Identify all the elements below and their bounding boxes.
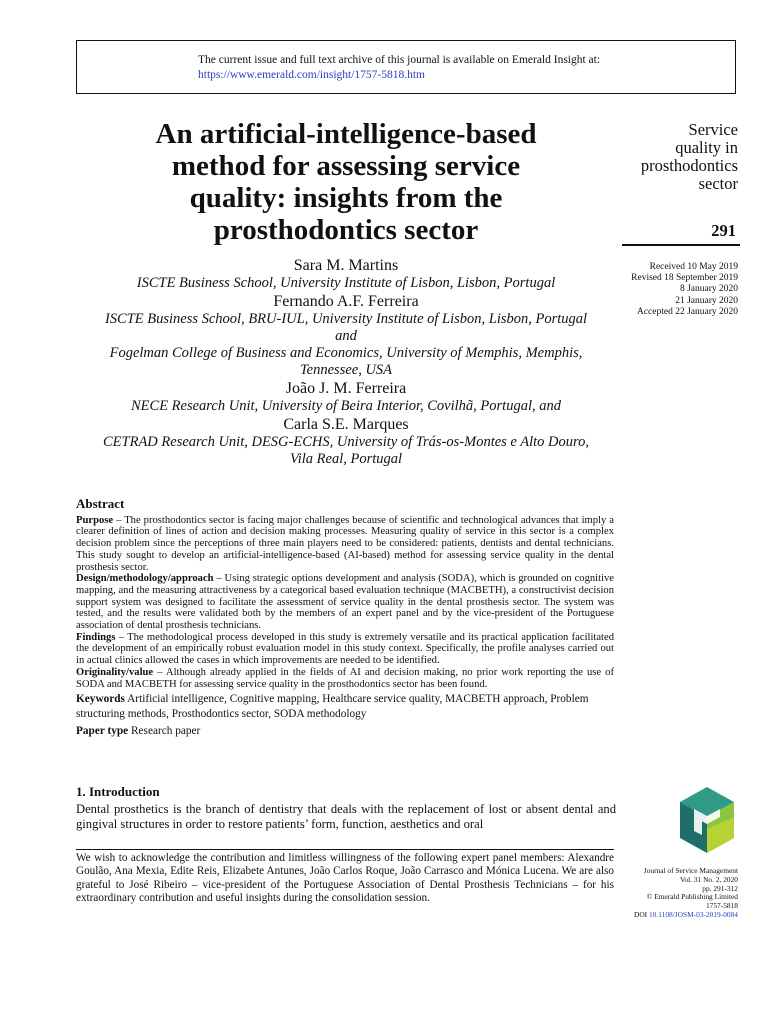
abstract-purpose: [76, 515, 614, 574]
running-title: [610, 121, 738, 193]
running-title-line: sector: [698, 174, 738, 193]
journal-url-link[interactable]: https://www.emerald.com/insight/1757-5818.htm: [198, 69, 425, 81]
abstract-text: – The methodological process developed in this study is extremely versatile and its practical application facilitated the development of an empirically robust evaluation model in this study context. Specifically, the profile analyses carried out in actual clinics allowed the cases in which improvements are needed to be identified.: [76, 631, 614, 667]
abstract-findings: [76, 632, 614, 667]
introduction-section: [76, 784, 616, 833]
author-name: Sara M. Martins: [293, 257, 399, 274]
archive-notice-text: The current issue and full text archive of this journal is available on Emerald Insight at:: [198, 54, 601, 66]
introduction-text: Dental prosthetics is the branch of dentistry that deals with the replacement of lost or absent dental and gingival structures in order to restore patients’ form, function, aesthetics and oral: [76, 802, 616, 832]
footnote-divider: [76, 849, 614, 850]
abstract-label: Findings: [76, 631, 116, 643]
journal-info-line: pp. 291-312: [702, 883, 738, 893]
abstract-heading: Abstract: [76, 496, 125, 511]
paper-type: [76, 724, 614, 739]
abstract: [76, 498, 614, 739]
doi-prefix: DOI: [633, 909, 649, 919]
keywords-text: Artificial intelligence, Cognitive mapping, Healthcare service quality, MACBETH approach, Problem structuring methods, Prosthodontics sector, SODA methodology: [76, 693, 589, 721]
acknowledgement-footnote: We wish to acknowledge the contribution and limitless willingness of the following expert panel members: Alexandre Goulão, Ana Mexia, Edite Reis, Elizabete Antunes, João Carlos Roque, João Carrasco and Mónica Lucena. We are also grateful to José Ribeiro – vice-president of the Portuguese Association of Dental Prosthesis Technicians – for his extraordinary contribution and useful insights during the consolidation session.: [76, 852, 614, 904]
date-line: Revised 18 September 2019: [631, 273, 738, 284]
running-title-line: Service: [688, 120, 738, 139]
author-affiliation: Vila Real, Portugal: [289, 451, 403, 467]
journal-info-line: Vol. 31 No. 2, 2020: [680, 874, 738, 884]
journal-info-line: © Emerald Publishing Limited: [646, 892, 738, 902]
author-affiliation: CETRAD Research Unit, DESG-ECHS, University of Trás-os-Montes e Alto Douro,: [103, 434, 589, 450]
date-line: Received 10 May 2019: [649, 262, 738, 272]
crossref-logo: [676, 785, 738, 855]
abstract-text: – Using strategic options development and analysis (SODA), which is grounded on cognitive mapping, and the measuring attractiveness by a categorical based evaluation technique (MACBETH), a constructivist decision support system was designed to facilitate the assessment of service quality in the dental prosthesis sector. The system was tested, and the results were validated both by the members of an expert panel and by the vice-president of the Portuguese association of dental prosthesis technicians.: [76, 573, 614, 632]
author-name: João J. M. Ferreira: [285, 380, 407, 397]
archive-notice-box: [76, 40, 736, 94]
author-list: [60, 256, 632, 468]
abstract-design: [76, 573, 614, 632]
abstract-label: Design/methodology/approach: [76, 573, 214, 585]
journal-info-line: 1757-5818: [705, 901, 738, 911]
doi-line: [610, 911, 738, 920]
date-line: 8 January 2020: [679, 284, 738, 295]
title-line: method for assessing service: [171, 150, 521, 182]
running-title-line: quality in: [675, 138, 738, 157]
abstract-originality: [76, 667, 614, 690]
abstract-text: – Although already applied in the fields of AI and decision making, no prior work reporting the use of SODA and MACBETH for assessing service quality in the prosthodontics sector has been found.: [76, 666, 614, 690]
paper-type-text: Research paper: [128, 725, 201, 738]
author-affiliation: and: [335, 328, 357, 344]
date-line: Accepted 22 January 2020: [636, 306, 738, 317]
journal-info-line: Journal of Service Management: [643, 866, 738, 875]
title-line: quality: insights from the: [189, 182, 503, 214]
abstract-label: Originality/value: [76, 666, 154, 678]
abstract-label: Purpose: [76, 514, 114, 526]
abstract-text: – The prosthodontics sector is facing major challenges because of scientific and technological advances that imply a clearer definition of lines of action and decision making processes. Measuring quality of service in this sector is a complex decision problem since the perceptions of three main players need to be considered: patients, dentists and dental technicians. This study sought to develop an artificial-intelligence-based (AI-based) method for assessing service quality in the dental prosthesis sector.: [76, 514, 614, 573]
keywords: [76, 692, 614, 722]
author-affiliation: Fogelman College of Business and Economics, University of Memphis, Memphis,: [109, 345, 583, 361]
doi-link[interactable]: 10.1108/JOSM-03-2019-0084: [648, 909, 738, 919]
date-line: 21 January 2020: [675, 295, 738, 306]
side-divider: [622, 244, 740, 246]
author-affiliation: ISCTE Business School, BRU-IUL, University Institute of Lisbon, Lisbon, Portugal: [104, 311, 588, 327]
running-title-line: prosthodontics: [640, 156, 738, 175]
journal-info: [610, 867, 738, 920]
author-name: Fernando A.F. Ferreira: [273, 293, 419, 310]
introduction-heading: 1. Introduction: [76, 784, 160, 799]
author-affiliation: ISCTE Business School, University Institute of Lisbon, Lisbon, Portugal: [136, 275, 556, 291]
page-number: 291: [711, 221, 736, 240]
paper-type-label: Paper type: [76, 725, 129, 738]
keywords-label: Keywords: [76, 693, 125, 706]
author-name: Carla S.E. Marques: [283, 416, 409, 433]
article-title: [78, 118, 614, 246]
author-affiliation: NECE Research Unit, University of Beira Interior, Covilhã, Portugal, and: [131, 398, 561, 414]
title-line: An artificial-intelligence-based: [155, 118, 537, 150]
author-affiliation: Tennessee, USA: [299, 362, 393, 378]
title-line: prosthodontics sector: [213, 214, 479, 246]
